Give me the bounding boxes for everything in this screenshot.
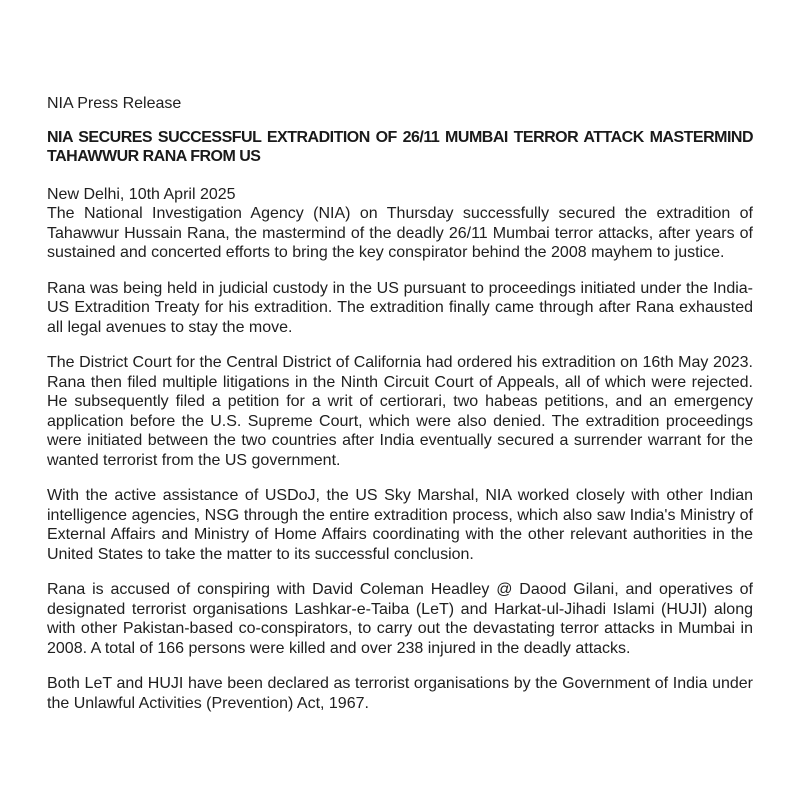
paragraph-agency-coordination: With the active assistance of USDoJ, the US Sky Marshal, NIA worked closely with other Indian intelligence agencies, NSG through the entire extradition process, which also saw India's Ministry of External Affairs and Ministry of Home Affairs coordinating with the other relevant authorities in the United States to take the matter to its successful conclusion. bbox=[47, 487, 753, 563]
paragraph-conspiracy-charges: Rana is accused of conspiring with David Coleman Headley @ Daood Gilani, and operatives of designated terrorist organisations Lashkar-e-Taiba (LeT) and Harkat-ul-Jihadi Islami (HUJI) along with other Pakistan-based co-conspirators, to carry out the devastating terror attacks in Mumbai in 2008. A total of 166 persons were killed and over 238 injured in the deadly attacks. bbox=[47, 581, 753, 657]
headline-line-1: NIA SECURES SUCCESSFUL EXTRADITION OF 26/11 MUMBAI TERROR ATTACK MASTERMIND bbox=[47, 128, 753, 146]
document-label: NIA Press Release bbox=[47, 95, 182, 112]
paragraph-custody: Rana was being held in judicial custody in the US pursuant to proceedings initiated under the India-US Extradition Treaty for his extradition. The extradition finally came through after Rana exhausted all legal avenues to stay the move. bbox=[47, 279, 753, 336]
dateline: New Delhi, 10th April 2025 bbox=[47, 185, 236, 203]
paragraph-court-proceedings: The District Court for the Central District of California had ordered his extradition on 16th May 2023. Rana then filed multiple litigations in the Ninth Circuit Court of Appeals, all of which were rejected. He subsequently filed a petition for a writ of certiorari, two habeas petitions, and an emergency application before the U.S. Supreme Court, which were also denied. The extradition proceedings were initiated between the two countries after India eventually secured a surrender warrant for the wanted terrorist from the US government. bbox=[47, 354, 753, 469]
headline-line-2: TAHAWWUR RANA FROM US bbox=[47, 148, 261, 165]
paragraph-intro: The National Investigation Agency (NIA) on Thursday successfully secured the extradition of Tahawwur Hussain Rana, the mastermind of the deadly 26/11 Mumbai terror attacks, after years of sustained and concerted efforts to bring the key conspirator behind the 2008 mayhem to justice. bbox=[47, 205, 753, 261]
headline bbox=[47, 128, 753, 167]
paragraph-banned-organisations: Both LeT and HUJI have been declared as terrorist organisations by the Government of India under the Unlawful Activities (Prevention) Act, 1967. bbox=[47, 675, 753, 712]
